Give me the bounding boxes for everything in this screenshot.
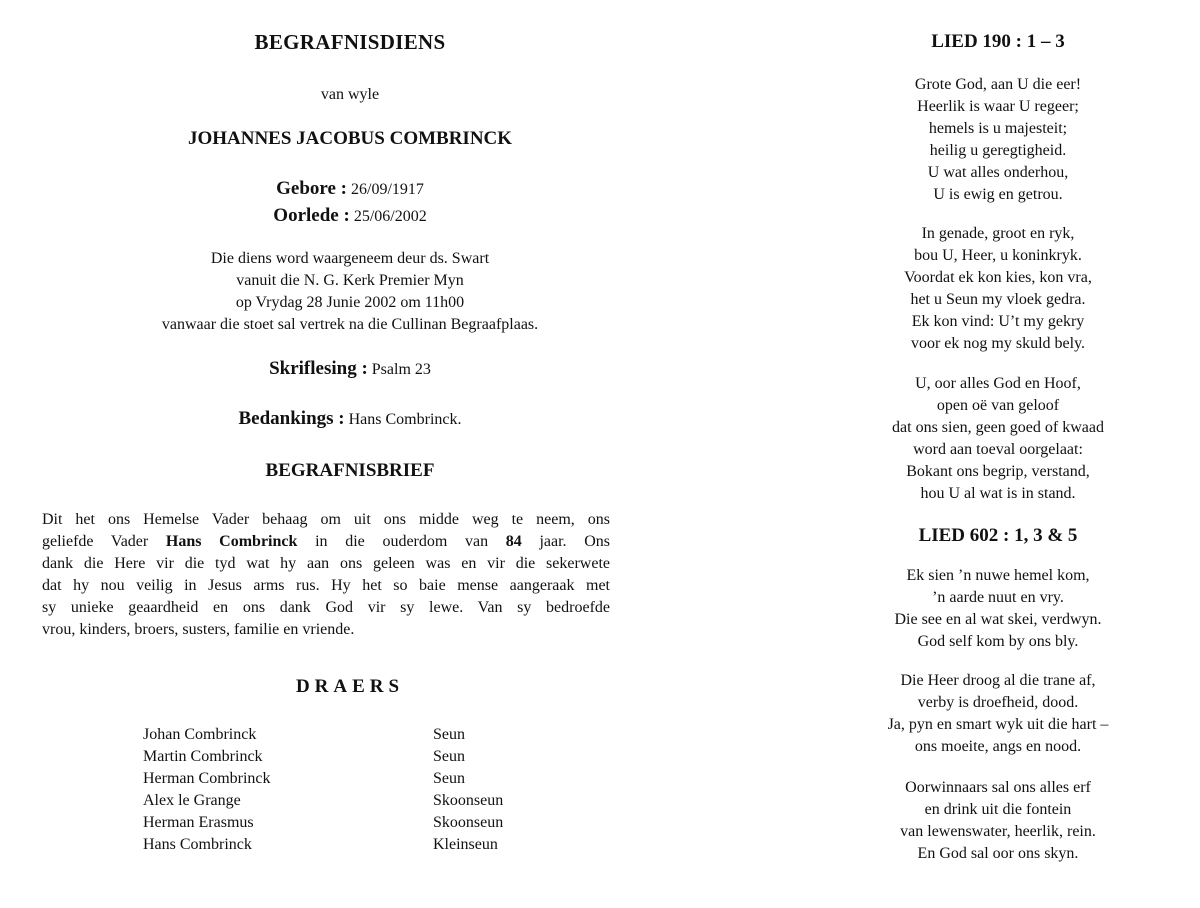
verse-line: hou U al wat is in stand. — [920, 485, 1076, 502]
hymn-verse — [828, 565, 1168, 653]
verse-line: Bokant ons begrip, verstand, — [906, 463, 1090, 480]
verse-line: en drink uit die fontein — [924, 801, 1072, 818]
thanks — [0, 408, 700, 430]
died-label: Oorlede : — [273, 205, 350, 226]
letter-line: dank die Here vir die tyd wat hy aan ons geleen was en vir die sekerwete — [42, 555, 610, 572]
thanks-value: Hans Combrinck. — [348, 411, 462, 428]
verse-line: word aan toeval oorgelaat: — [913, 441, 1083, 458]
verse-line: Die see en al wat skei, verdwyn. — [894, 611, 1102, 628]
verse-line: hemels is u majesteit; — [928, 120, 1068, 137]
service-details — [0, 248, 700, 336]
bearer-row — [143, 746, 543, 768]
age: 84 — [505, 533, 522, 550]
verse-line: het u Seun my vloek gedra. — [910, 291, 1086, 308]
verse-line: Ja, pyn en smart wyk uit die hart – — [887, 716, 1109, 733]
bearer-name: Hans Combrinck — [143, 836, 252, 853]
bearer-relation: Skoonseun — [433, 814, 504, 831]
verse-line: Ek sien ’n nuwe hemel kom, — [906, 567, 1090, 584]
hymn-verse — [828, 74, 1168, 206]
bearer-relation: Kleinseun — [433, 836, 498, 853]
service-line: vanuit die N. G. Kerk Premier Myn — [236, 272, 464, 289]
letter-line: sy unieke geaardheid en ons dank God vir sy lewe. Van sy bedroefde — [42, 599, 610, 616]
funeral-letter — [42, 509, 610, 641]
verse-line: verby is droefheid, dood. — [917, 694, 1079, 711]
page-title: BEGRAFNISDIENS — [254, 30, 446, 54]
service-line: op Vrydag 28 Junie 2002 om 11h00 — [235, 294, 465, 311]
bearers-list — [143, 724, 543, 856]
bearers-title: DRAERS — [295, 676, 405, 697]
brief-title: BEGRAFNISBRIEF — [265, 460, 435, 481]
died-date: 25/06/2002 — [353, 208, 427, 225]
bearer-relation: Seun — [433, 726, 465, 743]
letter-line: geliefde Vader Hans Combrinck in die ouderdom van 84 jaar. Ons — [42, 533, 611, 550]
verse-line: bou U, Heer, u koninkryk. — [914, 247, 1082, 264]
bearer-name: Herman Erasmus — [143, 814, 254, 831]
died-line — [0, 203, 700, 230]
verse-line: God self kom by ons bly. — [917, 633, 1079, 650]
verse-line: voor ek nog my skuld bely. — [910, 335, 1086, 352]
verse-line: van lewenswater, heerlik, rein. — [900, 823, 1096, 840]
reading-label: Skriflesing : — [269, 358, 368, 379]
bearer-name: Herman Combrinck — [143, 770, 271, 787]
verse-line: U is ewig en getrou. — [933, 186, 1063, 203]
bearer-name: Johan Combrinck — [143, 726, 257, 743]
verse-line: U, oor alles God en Hoof, — [915, 375, 1081, 392]
right-column — [828, 0, 1168, 908]
bearer-row — [143, 724, 543, 746]
verse-line: Die Heer droog al die trane af, — [900, 672, 1096, 689]
hymn-title: LIED 602 : 1, 3 & 5 — [918, 525, 1078, 546]
thanks-label: Bedankings : — [238, 408, 345, 429]
verse-line: heilig u geregtigheid. — [929, 142, 1067, 159]
born-label: Gebore : — [276, 178, 347, 199]
verse-line: dat ons sien, geen goed of kwaad — [892, 419, 1104, 436]
verse-line: open oë van geloof — [936, 397, 1060, 414]
bearer-name: Martin Combrinck — [143, 748, 263, 765]
hymn-title: LIED 190 : 1 – 3 — [931, 31, 1065, 52]
service-line: Die diens word waargeneem deur ds. Swart — [210, 250, 490, 267]
verse-line: ons moeite, angs en nood. — [914, 738, 1082, 755]
verse-line: In genade, groot en ryk, — [921, 225, 1075, 242]
bearer-row — [143, 834, 543, 856]
hymn-verse — [828, 223, 1168, 355]
letter-line: Dit het ons Hemelse Vader behaag om uit ons midde weg te neem, ons — [42, 511, 610, 528]
bearer-row — [143, 812, 543, 834]
born-line — [0, 176, 700, 203]
verse-line: U wat alles onderhou, — [927, 164, 1069, 181]
verse-line: Ek kon vind: U’t my gekry — [911, 313, 1085, 330]
bearer-relation: Seun — [433, 748, 465, 765]
bearer-row — [143, 790, 543, 812]
verse-line: Heerlik is waar U regeer; — [917, 98, 1079, 115]
bearer-relation: Seun — [433, 770, 465, 787]
bearer-name: Alex le Grange — [143, 792, 241, 809]
verse-line: Grote God, aan U die eer! — [914, 76, 1082, 93]
letter-line: dat hy nou veilig in Jesus arms rus. Hy het so baie mense aangeraak met — [42, 577, 610, 594]
scripture-reading — [0, 358, 700, 380]
father-name: Hans Combrinck — [165, 533, 298, 550]
verse-line: En God sal oor ons skyn. — [917, 845, 1079, 862]
hymn-verse — [828, 777, 1168, 865]
hymn-verse — [828, 373, 1168, 505]
verse-line: Voordat ek kon kies, kon vra, — [904, 269, 1092, 286]
life-dates — [0, 176, 700, 230]
van-wyle-text: van wyle — [320, 86, 380, 103]
bearer-row — [143, 768, 543, 790]
verse-line: ’n aarde nuut en vry. — [932, 589, 1064, 606]
verse-line: Oorwinnaars sal ons alles erf — [905, 779, 1091, 796]
bearer-relation: Skoonseun — [433, 792, 504, 809]
reading-value: Psalm 23 — [371, 361, 431, 378]
born-date: 26/09/1917 — [351, 181, 424, 198]
deceased-name: JOHANNES JACOBUS COMBRINCK — [187, 128, 513, 149]
hymn-verse — [828, 670, 1168, 758]
letter-line: vrou, kinders, broers, susters, familie en vriende. — [42, 621, 355, 638]
service-line: vanwaar die stoet sal vertrek na die Cullinan Begraafplaas. — [161, 316, 539, 333]
